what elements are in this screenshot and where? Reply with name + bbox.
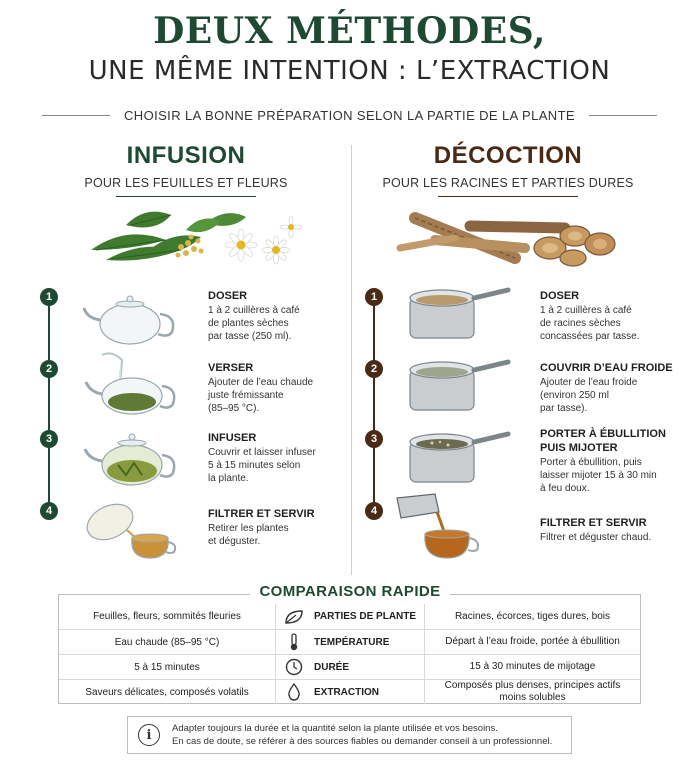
steeping-teapot-image xyxy=(82,425,182,491)
leaf-icon xyxy=(284,609,304,625)
decoction-underline xyxy=(438,196,578,197)
infusion-step-text: 1 à 2 cuillères à café de plantes sèches par tasse (250 ml). xyxy=(208,305,300,342)
drop-icon xyxy=(284,683,304,701)
decoction-step-number: 4 xyxy=(365,502,383,520)
infusion-underline xyxy=(116,196,256,197)
comparison-label-cell xyxy=(275,655,425,679)
infusion-title: INFUSION xyxy=(126,142,246,169)
comparison-label-cell xyxy=(275,680,425,704)
subtitle-row xyxy=(42,106,657,124)
infusion-step-text: Couvrir et laisser infuser 5 à 15 minutes selon la plante. xyxy=(208,447,316,484)
comparison-table xyxy=(58,594,641,704)
table-row xyxy=(59,604,640,629)
decoction-step-number: 2 xyxy=(365,360,383,378)
infusion-step-number: 2 xyxy=(40,360,58,378)
note-line: Adapter toujours la durée et la quantité selon la plante utilisée et vos besoins. xyxy=(172,723,498,734)
comparison-label: EXTRACTION xyxy=(314,686,379,698)
straining-into-cup-image xyxy=(395,490,495,562)
infusion-step-number: 4 xyxy=(40,502,58,520)
decoction-value: Départ à l’eau froide, portée à ébullition xyxy=(445,636,620,647)
comparison-label-cell xyxy=(275,630,425,654)
note-text xyxy=(172,722,552,748)
decoction-step-title: FILTRER ET SERVIR xyxy=(540,517,647,529)
subtitle-rule-right xyxy=(589,115,657,116)
decoction-value: 15 à 30 minutes de mijotage xyxy=(469,661,596,672)
note-line: En cas de doute, se référer à des sources fiables ou demander conseil à un professionnel. xyxy=(172,736,553,747)
infusion-step-title: FILTRER ET SERVIR xyxy=(208,508,315,520)
infusion-timeline xyxy=(48,305,50,517)
infusion-step-title: VERSER xyxy=(208,362,254,374)
infusion-value: Feuilles, fleurs, sommités fleuries xyxy=(93,611,241,622)
infusion-step-number: 1 xyxy=(40,288,58,306)
decoction-step-text: Ajouter de l’eau froide (environ 250 ml par tasse). xyxy=(540,377,638,414)
comparison-label: PARTIES DE PLANTE xyxy=(314,611,417,622)
decoction-step-number: 1 xyxy=(365,288,383,306)
comparison-title: COMPARAISON RAPIDE xyxy=(250,583,450,600)
main-title-line1: DEUX MÉTHODES, xyxy=(153,10,546,52)
subtitle: CHOISIR LA BONNE PRÉPARATION SELON LA PARTIE DE LA PLANTE xyxy=(124,107,575,123)
infusion-value: Saveurs délicates, composés volatils xyxy=(85,686,249,698)
infusion-header xyxy=(36,142,336,197)
thermometer-icon xyxy=(284,633,304,651)
decoction-title: DÉCOCTION xyxy=(433,142,583,169)
infusion-step-text: Ajouter de l’eau chaude juste frémissante (85–95 °C). xyxy=(208,377,314,414)
saucepan-simmering-image xyxy=(402,424,512,490)
saucepan-dry-roots-image xyxy=(402,284,512,346)
decoction-header xyxy=(358,142,658,197)
decoction-step-text: 1 à 2 cuillères à café de racines sèches concassées par tasse. xyxy=(540,305,640,342)
infusion-step-number: 3 xyxy=(40,430,58,448)
comparison-label: TEMPÉRATURE xyxy=(314,636,390,648)
roots-wood-illustration xyxy=(395,208,625,270)
decoction-value: Racines, écorces, tiges dures, bois xyxy=(454,610,611,622)
empty-teapot-image xyxy=(82,290,182,348)
decoction-step-title: PORTER À ÉBULLITION PUIS MIJOTER xyxy=(540,428,666,454)
infusion-step-text: Retirer les plantes et déguster. xyxy=(208,523,289,547)
decoction-timeline xyxy=(373,305,375,517)
decoction-value: Composés plus denses, principes actifs moins solubles xyxy=(444,680,621,703)
comparison-label-cell xyxy=(275,604,425,629)
infusion-subtitle: POUR LES FEUILLES ET FLEURS xyxy=(84,176,288,190)
infusion-step-title: INFUSER xyxy=(208,432,257,444)
decoction-step-text: Filtrer et déguster chaud. xyxy=(540,532,652,543)
comparison-label: DURÉE xyxy=(314,661,350,673)
info-icon: i xyxy=(138,724,160,746)
decoction-step-number: 3 xyxy=(365,430,383,448)
advice-note xyxy=(127,716,572,754)
clock-icon xyxy=(284,658,304,676)
infusion-step-title: DOSER xyxy=(208,290,248,302)
table-row xyxy=(59,679,640,704)
decoction-step-title: DOSER xyxy=(540,290,580,302)
pouring-teapot-image xyxy=(82,350,182,420)
decoction-step-title: COUVRIR D’EAU FROIDE xyxy=(540,362,673,374)
serving-tea-cup-image xyxy=(82,492,182,562)
saucepan-cold-water-image xyxy=(402,354,512,418)
herbs-flowers-illustration xyxy=(86,205,306,270)
decoction-subtitle: POUR LES RACINES ET PARTIES DURES xyxy=(382,176,634,190)
infusion-value: Eau chaude (85–95 °C) xyxy=(114,636,220,648)
table-row xyxy=(59,629,640,654)
decoction-step-text: Porter à ébullition, puis laisser mijoter 15 à 30 min à feu doux. xyxy=(540,457,657,494)
column-divider xyxy=(351,145,352,575)
infusion-value: 5 à 15 minutes xyxy=(134,661,200,673)
subtitle-rule-left xyxy=(42,115,110,116)
table-row xyxy=(59,654,640,679)
main-title-line2: UNE MÊME INTENTION : L’EXTRACTION xyxy=(88,56,611,86)
